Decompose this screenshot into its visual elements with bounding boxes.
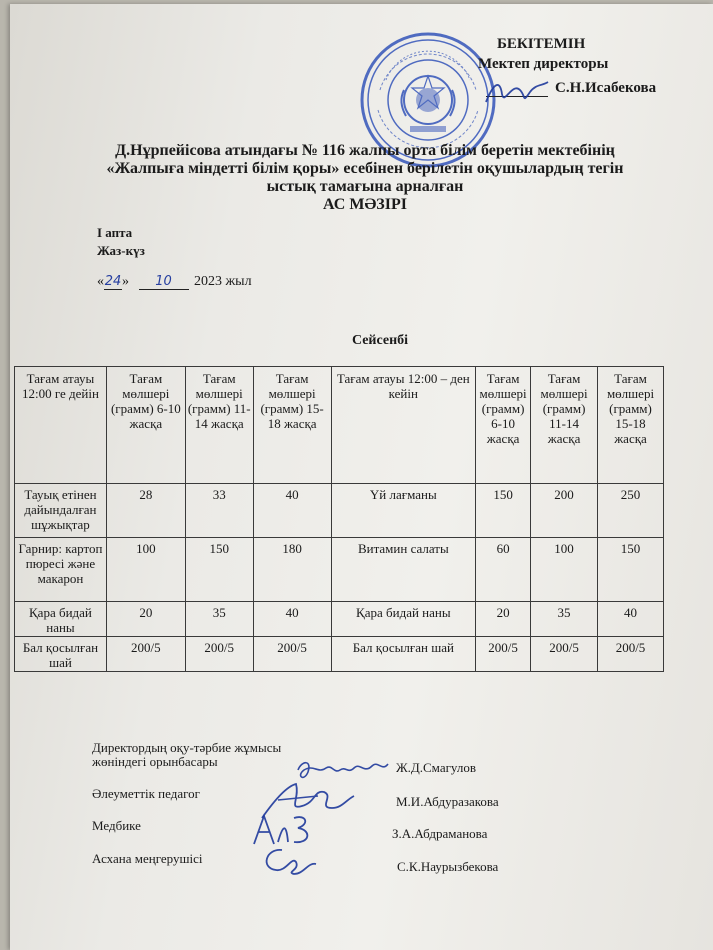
table-row xyxy=(15,484,664,538)
table-cell: 40 xyxy=(253,602,331,637)
header-cell: Тағам мөлшері (грамм) 6-10 жасқа xyxy=(106,367,185,484)
menu-title: АС МӘЗІРІ xyxy=(323,196,407,213)
table-cell: 150 xyxy=(476,484,531,538)
signatory-role: Әлеуметтік педагог xyxy=(92,786,200,801)
approval-name: С.Н.Исабекова xyxy=(555,80,657,96)
table-cell: Гарнир: картоп пюресі және макарон xyxy=(15,538,107,602)
date-line xyxy=(97,274,252,290)
date-day: 24 xyxy=(104,274,122,289)
header-cell: Тағам атауы 12:00 – ден кейін xyxy=(331,367,476,484)
table-cell: Витамин салаты xyxy=(331,538,476,602)
table-cell: 20 xyxy=(106,602,185,637)
season-label: Жаз-күз xyxy=(97,243,145,258)
date-year: 2023 жыл xyxy=(194,274,252,289)
day-name: Сейсенбі xyxy=(351,333,409,348)
table-cell: Бал қосылған шай xyxy=(15,637,107,672)
header-cell: Тағам атауы 12:00 ге дейін xyxy=(15,367,107,484)
table-cell: 150 xyxy=(598,538,664,602)
table-cell: 200/5 xyxy=(476,637,531,672)
week-label: I апта xyxy=(97,225,133,240)
table-cell: 200/5 xyxy=(531,637,598,672)
signatory-name: С.К.Наурызбекова xyxy=(397,859,499,874)
table-row xyxy=(15,637,664,672)
header-cell: Тағам мөлшері (грамм) 11-14 жасқа xyxy=(531,367,598,484)
heading-line-3: ыстық тамағына арналған xyxy=(266,178,464,195)
table-cell: 200 xyxy=(531,484,598,538)
approval-role: Мектеп директоры xyxy=(478,56,609,72)
table-cell: 40 xyxy=(253,484,331,538)
header-cell: Тағам мөлшері (грамм) 11-14 жасқа xyxy=(185,367,253,484)
table-cell: 60 xyxy=(476,538,531,602)
header-cell: Тағам мөлшері (грамм) 15-18 жасқа xyxy=(598,367,664,484)
table-cell: 200/5 xyxy=(253,637,331,672)
header-cell: Тағам мөлшері (грамм) 6-10 жасқа xyxy=(476,367,531,484)
table-row xyxy=(15,602,664,637)
table-cell: Қара бидай наны xyxy=(15,602,107,637)
signatory-role: Медбике xyxy=(92,818,141,833)
signature-canteen-head xyxy=(256,842,320,878)
table-cell: 33 xyxy=(185,484,253,538)
table-cell: Тауық етінен дайындалған шұжықтар xyxy=(15,484,107,538)
table-cell: 100 xyxy=(106,538,185,602)
table-row xyxy=(15,538,664,602)
table-cell: 200/5 xyxy=(185,637,253,672)
heading-line-2: «Жалпыға міндетті білім қоры» есебінен берілетін оқушылардың тегін xyxy=(106,160,624,177)
table-cell: 20 xyxy=(476,602,531,637)
table-cell: 200/5 xyxy=(106,637,185,672)
table-cell: 180 xyxy=(253,538,331,602)
table-cell: 28 xyxy=(106,484,185,538)
heading-line-1: Д.Нұрпейісова атындағы № 116 жалпы орта білім беретін мектебінің xyxy=(115,142,615,159)
signatory-role: жөніндегі орынбасары xyxy=(92,754,218,769)
table-cell: Қара бидай наны xyxy=(331,602,476,637)
table-cell: 35 xyxy=(531,602,598,637)
header-cell: Тағам мөлшері (грамм) 15-18 жасқа xyxy=(253,367,331,484)
table-cell: 150 xyxy=(185,538,253,602)
date-open-quote: « xyxy=(97,274,104,289)
signatory-role: Директордың оқу-тәрбие жұмысы xyxy=(92,740,282,755)
table-cell: Бал қосылған шай xyxy=(331,637,476,672)
date-close-quote: » xyxy=(122,274,129,289)
approval-title: БЕКІТЕМІН xyxy=(497,36,586,52)
table-header-row xyxy=(15,367,664,484)
table-cell: 35 xyxy=(185,602,253,637)
signatory-name: М.И.Абдуразакова xyxy=(396,794,499,809)
table-cell: 250 xyxy=(598,484,664,538)
signatory-name: Ж.Д.Смагулов xyxy=(396,760,476,775)
director-signature xyxy=(482,72,552,112)
table-cell: Үй лағманы xyxy=(331,484,476,538)
date-month: 10 xyxy=(139,274,189,290)
menu-table xyxy=(14,366,664,672)
table-cell: 200/5 xyxy=(598,637,664,672)
table-cell: 40 xyxy=(598,602,664,637)
table-cell: 100 xyxy=(531,538,598,602)
signatory-role: Асхана меңгерушісі xyxy=(92,851,203,866)
signatory-name: З.А.Абдраманова xyxy=(392,826,488,841)
